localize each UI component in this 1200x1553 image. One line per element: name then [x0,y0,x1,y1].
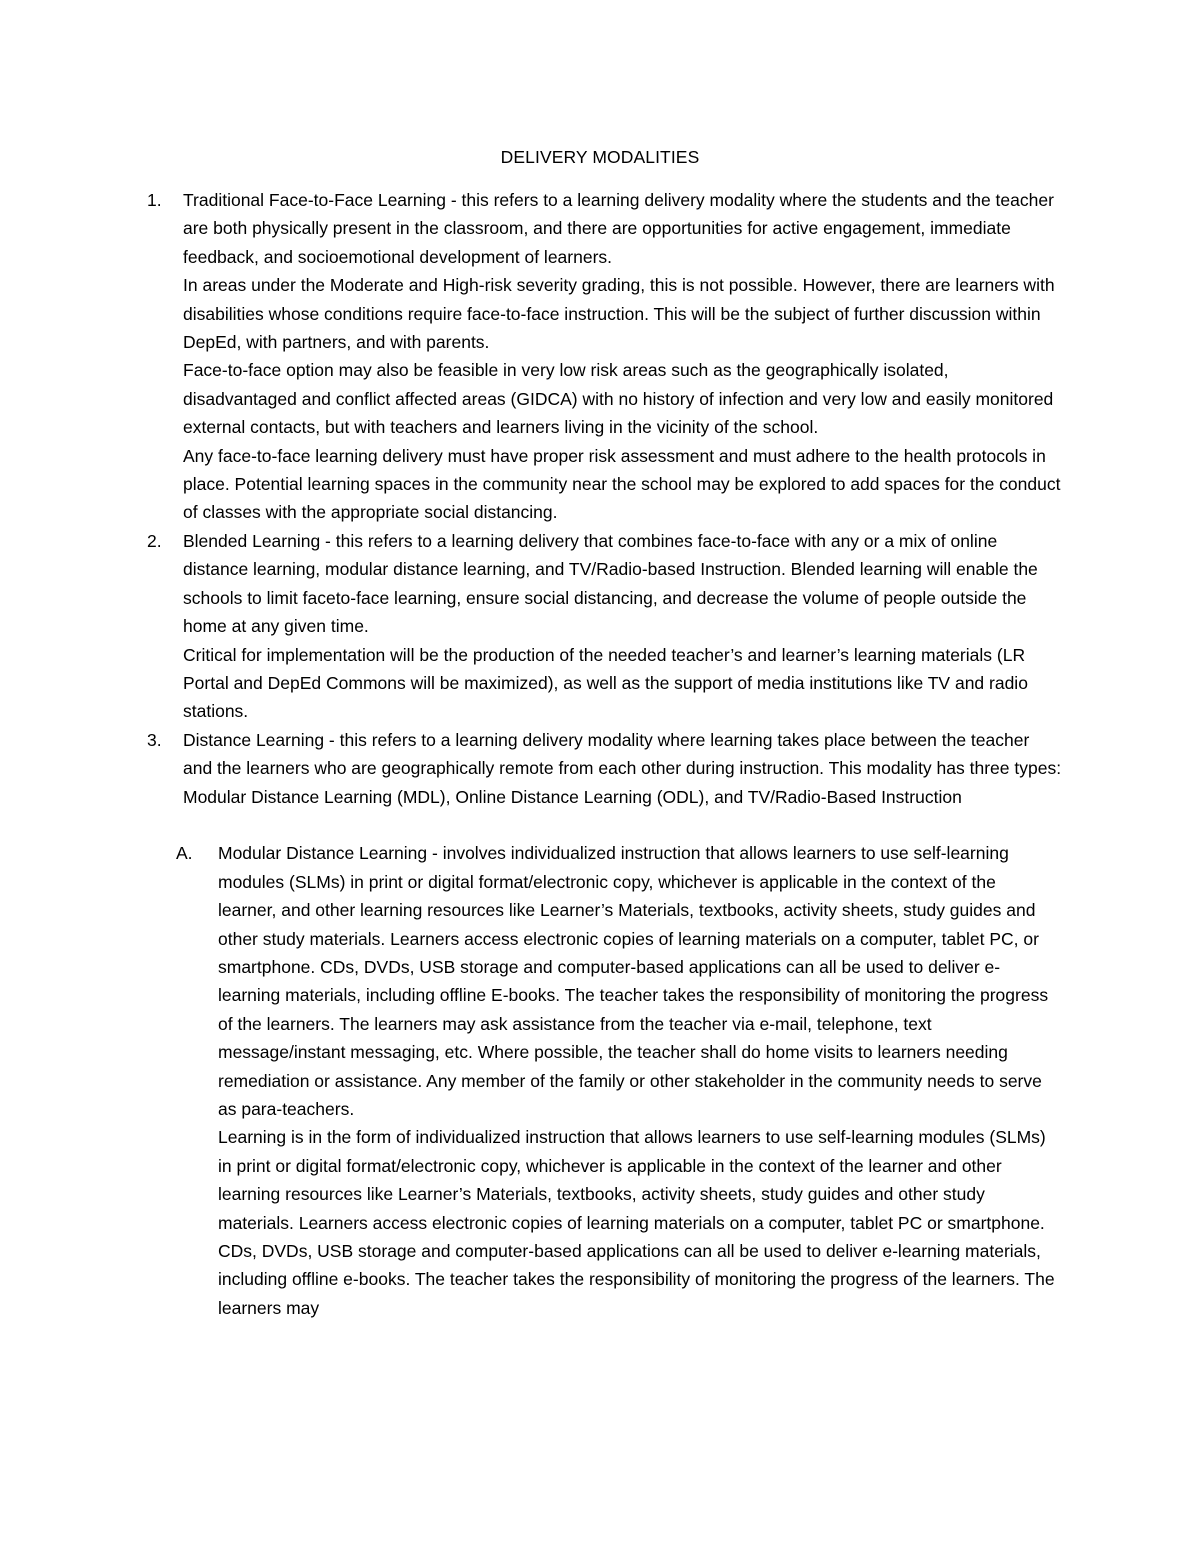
list-item-blended-learning [147,527,1062,726]
list-item-number: 1. [147,190,162,210]
list-item-number: 2. [147,530,162,551]
sub-list-item-letter: A. [176,843,193,864]
paragraph: Distance Learning - this refers to a learning delivery modality where learning takes place between the teacher and the learners who are geographically remote from each other during instruction. This modality has three types: Modular Distance Learning (MDL), Online Distance Learning (ODL), and TV/Radio-Based Instruction [183,729,1062,807]
document-title: DELIVERY MODALITIES [500,147,700,167]
paragraph: Blended Learning - this refers to a learning delivery that combines face-to-face with any or a mix of online distance learning, modular distance learning, and TV/Radio-based Instruction. Blended learning will enable the schools to limit faceto-face learning, ensure social distancing, and decrease the volume of people outside the home at any given time. [183,530,1038,637]
list-item-face-to-face [147,186,1062,527]
paragraph: Face-to-face option may also be feasible in very low risk areas such as the geographically isolated, disadvantaged and conflict affected areas (GIDCA) with no history of infection and very low and easily monitored external contacts, but with teachers and learners living in the vicinity of the school. [183,360,1054,438]
paragraph: Any face-to-face learning delivery must have proper risk assessment and must adhere to the health protocols in place. Potential learning spaces in the community near the school may be explored to add spaces for the conduct of classes with the appropriate social distancing. [183,445,1061,523]
paragraph: Learning is in the form of individualized instruction that allows learners to use self-learning modules (SLMs) in print or digital format/electronic copy, whichever is applicable in the context of the learner and other learning resources like Learner’s Materials, textbooks, activity sheets, study guides and other study materials. Learners access electronic copies of learning materials on a computer, tablet PC or smartphone. CDs, DVDs, USB storage and computer-based applications can all be used to deliver e-learning materials, including offline e-books. The teacher takes the responsibility of monitoring the progress of the learners. The learners may [218,1127,1055,1318]
list-item-number: 3. [147,729,162,750]
modalities-list [147,186,1062,1322]
list-item-distance-learning [147,726,1062,811]
paragraph: Modular Distance Learning - involves individualized instruction that allows learners to use self-learning modules (SLMs) in print or digital format/electronic copy, whichever is applicable in the context of the learner, and other learning resources like Learner’s Materials, textbooks, activity sheets, study guides and other study materials. Learners access electronic copies of learning materials on a computer, tablet PC, or smartphone. CDs, DVDs, USB storage and computer-based applications can all be used to deliver e-learning materials, including offline E-books. The teacher takes the responsibility of monitoring the progress of the learners. The learners may ask assistance from the teacher via e-mail, telephone, text message/instant messaging, etc. Where possible, the teacher shall do home visits to learners needing remediation or assistance. Any member of the family or other stakeholder in the community needs to serve as para-teachers. [218,843,1049,1119]
sub-list-item-modular-distance-learning [147,839,1058,1322]
paragraph: Traditional Face-to-Face Learning - this refers to a learning delivery modality where the students and the teacher are both physically present in the classroom, and there are opportunities for active engagement, immediate feedback, and socioemotional development of learners. [183,190,1054,267]
distance-learning-types-list [147,839,1062,1322]
paragraph: Critical for implementation will be the production of the needed teacher’s and learner’s learning materials (LR Portal and DepEd Commons will be maximized), as well as the support of media institutions like TV and radio stations. [183,644,1028,722]
paragraph: In areas under the Moderate and High-risk severity grading, this is not possible. However, there are learners with disabilities whose conditions require face-to-face instruction. This will be the subject of further discussion within DepEd, with partners, and with parents. [183,275,1055,353]
